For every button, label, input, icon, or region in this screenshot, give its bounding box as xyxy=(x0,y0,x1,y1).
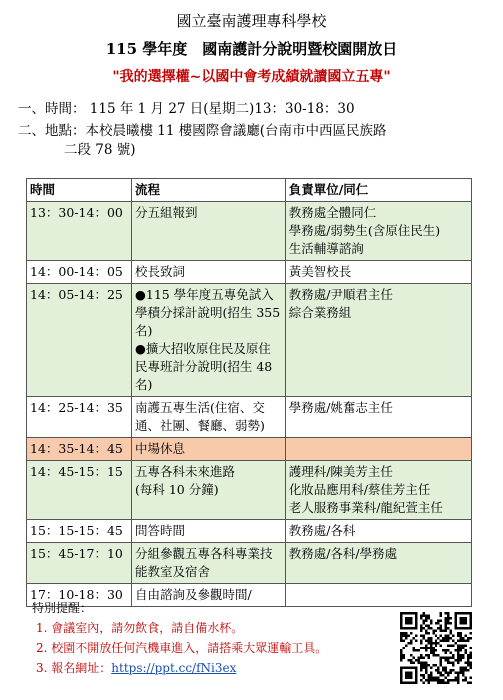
owner-line: 生活輔導諮詢 xyxy=(288,241,364,256)
owner-line: 老人服務事業科/龍紀萱主任 xyxy=(288,500,443,515)
flow-line: (每科 10 分鐘) xyxy=(134,482,219,497)
cell-time: 15：45-17：10 xyxy=(27,543,132,584)
cell-time: 14：00-14：05 xyxy=(27,261,132,284)
cell-owner xyxy=(285,284,471,397)
cell-owner xyxy=(285,202,471,261)
cell-flow xyxy=(131,397,285,438)
cell-time: 17：10-18：30 xyxy=(27,584,132,607)
flow-line: 中場休息 xyxy=(134,441,185,456)
owner-line: 綜合業務組 xyxy=(288,305,352,320)
owner-line: 黃美智校長 xyxy=(288,264,352,279)
cell-flow xyxy=(131,261,285,284)
cell-flow xyxy=(131,284,285,397)
table-row xyxy=(27,284,472,397)
cell-flow xyxy=(131,438,285,461)
info-place-cont: 二段 78 號) xyxy=(64,142,136,158)
info-place: 二、地點：本校晨曦樓 11 樓國際會議廳(台南市中西區民族路 xyxy=(18,123,387,139)
flow-line: 南護五專生活(住宿、交通、社團、餐廳、弱勢) xyxy=(134,400,265,433)
flow-line: ●115 學年度五專免試入學積分採計說明(招生 355 名) xyxy=(134,287,281,338)
cell-flow xyxy=(131,461,285,520)
table-row xyxy=(27,202,472,261)
cell-flow xyxy=(131,520,285,543)
event-title: 115 學年度 國南護計分說明暨校園開放日 xyxy=(105,40,398,58)
flow-line: 分組參觀五專各科專業技能教室及宿舍 xyxy=(134,546,273,579)
notes-title: 特別提醒： xyxy=(32,601,93,615)
cell-flow xyxy=(131,543,285,584)
flow-line: 分五組報到 xyxy=(134,205,198,220)
cell-time: 14：05-14：25 xyxy=(27,284,132,397)
col-header-time: 時間 xyxy=(27,179,132,202)
cell-time: 14：25-14：35 xyxy=(27,397,132,438)
table-row xyxy=(27,520,472,543)
note-item: 1. 會議室內，請勿飲食，請自備水杯。 xyxy=(36,621,244,635)
cell-owner xyxy=(285,397,471,438)
cell-time: 14：35-14：45 xyxy=(27,438,132,461)
qr-code-icon[interactable] xyxy=(400,612,472,684)
flow-line: 校長致詞 xyxy=(134,264,185,279)
col-header-flow: 流程 xyxy=(131,179,285,202)
school-name: 國立臺南護理專科學校 xyxy=(176,12,327,30)
cell-time: 14：45-15：15 xyxy=(27,461,132,520)
notes-section xyxy=(32,598,327,678)
owner-line: 教務處/各科/學務處 xyxy=(288,546,398,561)
event-slogan: "我的選擇權~以國中會考成績就讀國立五專" xyxy=(112,69,391,85)
cell-time: 13：30-14：00 xyxy=(27,202,132,261)
cell-owner xyxy=(285,543,471,584)
note-item: 2. 校園不開放任何汽機車進入，請搭乘大眾運輸工具。 xyxy=(36,641,328,655)
schedule-table xyxy=(26,178,472,607)
owner-line: 教務處/尹順君主任 xyxy=(288,287,393,302)
flow-line: 問答時間 xyxy=(134,523,185,538)
flow-line: ●擴大招收原住民及原住民專班計分說明(招生 48 名) xyxy=(134,341,273,392)
info-time: 一、時間： 115 年 1 月 27 日(星期二)13：30-18：30 xyxy=(18,101,355,117)
table-row xyxy=(27,438,472,461)
flow-line: 自由諮詢及參觀時間/ xyxy=(134,587,252,602)
table-row xyxy=(27,261,472,284)
owner-line: 化妝品應用科/蔡佳芳主任 xyxy=(288,482,431,497)
owner-line: 護理科/陳美芳主任 xyxy=(288,464,393,479)
cell-time: 15：15-15：45 xyxy=(27,520,132,543)
owner-line: 學務處/姚奮志主任 xyxy=(288,400,393,415)
table-header-row xyxy=(27,179,472,202)
table-row xyxy=(27,543,472,584)
table-row xyxy=(27,461,472,520)
col-header-owner: 負責單位/同仁 xyxy=(285,179,471,202)
owner-line: 學務處/弱勢生(含原住民生) xyxy=(288,223,441,238)
owner-line: 教務處/各科 xyxy=(288,523,356,538)
signup-label: 3. 報名網址： xyxy=(36,661,112,675)
table-row xyxy=(27,397,472,438)
cell-owner xyxy=(285,438,471,461)
cell-flow xyxy=(131,202,285,261)
flow-line: 五專各科未來進路 xyxy=(134,464,235,479)
signup-link[interactable]: https://ppt.cc/fNi3ex xyxy=(111,661,237,675)
cell-owner xyxy=(285,261,471,284)
schedule-body xyxy=(27,202,472,607)
cell-owner xyxy=(285,461,471,520)
owner-line: 教務處全體同仁 xyxy=(288,205,377,220)
cell-owner xyxy=(285,520,471,543)
